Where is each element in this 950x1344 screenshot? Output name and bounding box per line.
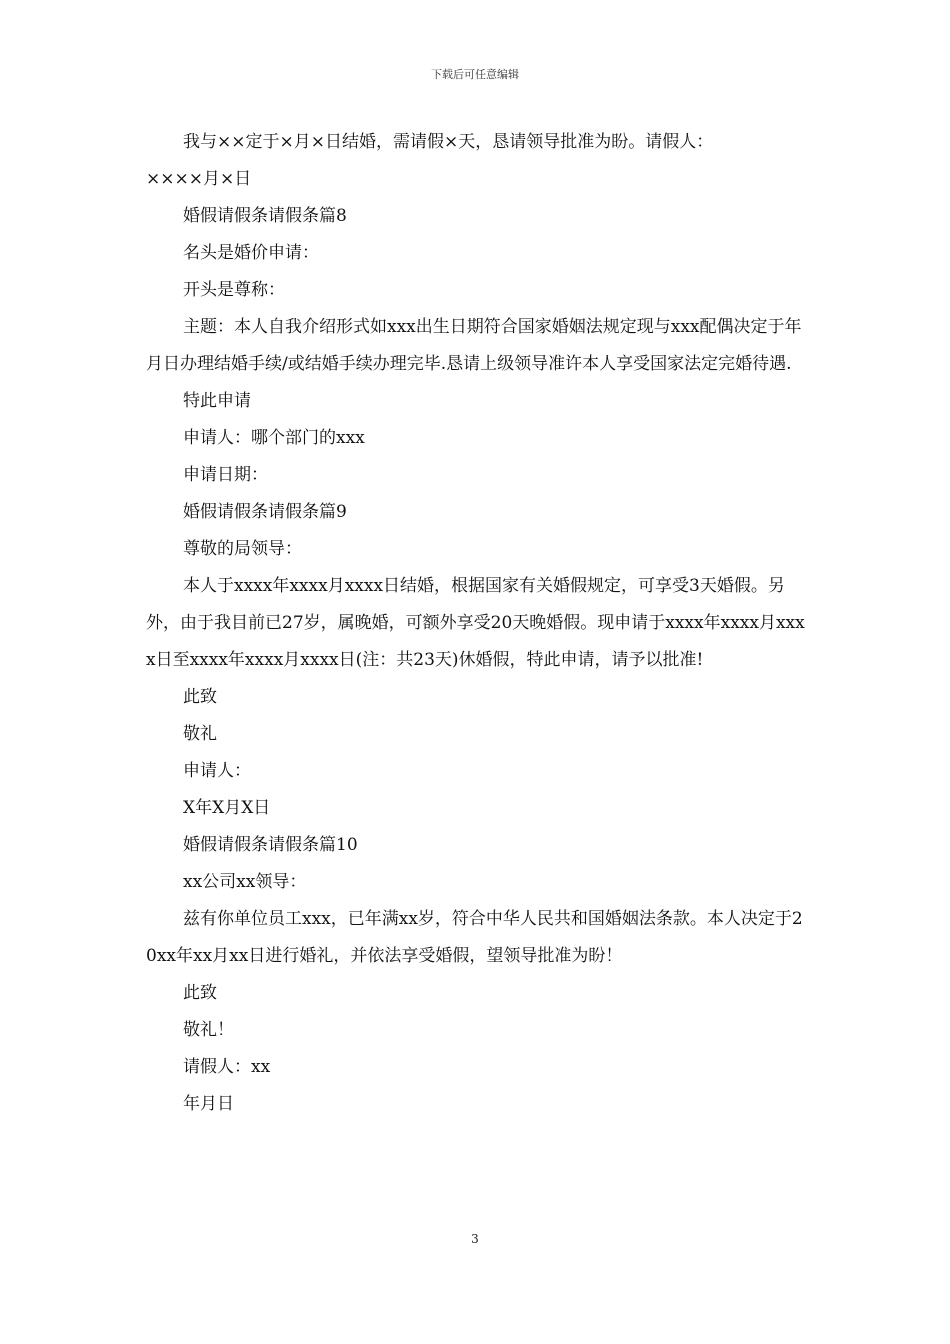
paragraph: 开头是尊称：	[183, 280, 285, 300]
paragraph: 年月日	[183, 1094, 234, 1114]
paragraph: 敬礼	[183, 724, 217, 744]
paragraph: 此致	[183, 983, 217, 1003]
paragraph: 主题：本人自我介绍形式如xxx出生日期符合国家婚姻法规定现与xxx配偶决定于年月日办理结婚手续/或结婚手续办理完毕.恳请上级领导准许本人享受国家法定完婚待遇.	[146, 317, 802, 374]
page-number: 3	[471, 1232, 479, 1246]
paragraph: 请假人：xx	[183, 1057, 271, 1077]
paragraph: 特此申请	[183, 391, 251, 411]
paragraph: 尊敬的局领导：	[183, 539, 302, 559]
document-body	[146, 124, 806, 1123]
paragraph: 此致	[183, 687, 217, 707]
section-heading: 婚假请假条请假条篇9	[183, 502, 347, 522]
paragraph: xx公司xx领导：	[183, 872, 307, 892]
paragraph: 申请人：	[183, 761, 251, 781]
paragraph: ××××月×日	[146, 169, 252, 189]
section-heading: 婚假请假条请假条篇8	[183, 206, 347, 226]
paragraph: 我与××定于×月×日结婚，需请假×天，恳请领导批准为盼。请假人：	[183, 132, 714, 152]
paragraph: 兹有你单位员工xxx，已年满xx岁，符合中华人民共和国婚姻法条款。本人决定于20xx年xx月xx日进行婚礼，并依法享受婚假，望领导批准为盼！	[146, 909, 803, 966]
paragraph: 申请人：哪个部门的xxx	[183, 428, 365, 448]
paragraph: X年X月X日	[183, 798, 271, 818]
header-note: 下载后可任意编辑	[431, 68, 519, 81]
paragraph: 名头是婚价申请：	[183, 243, 319, 263]
paragraph: 敬礼！	[183, 1020, 234, 1040]
paragraph: 本人于xxxx年xxxx月xxxx日结婚，根据国家有关婚假规定，可享受3天婚假。另外，由于我目前已27岁，属晚婚，可额外享受20天晚婚假。现申请于xxxx年xxxx月xxxx日至xxxx年xxxx月xxxx日(注：共23天)休婚假，特此申请，请予以批准!	[146, 576, 805, 670]
section-heading: 婚假请假条请假条篇10	[183, 835, 358, 855]
paragraph: 申请日期：	[183, 465, 268, 485]
